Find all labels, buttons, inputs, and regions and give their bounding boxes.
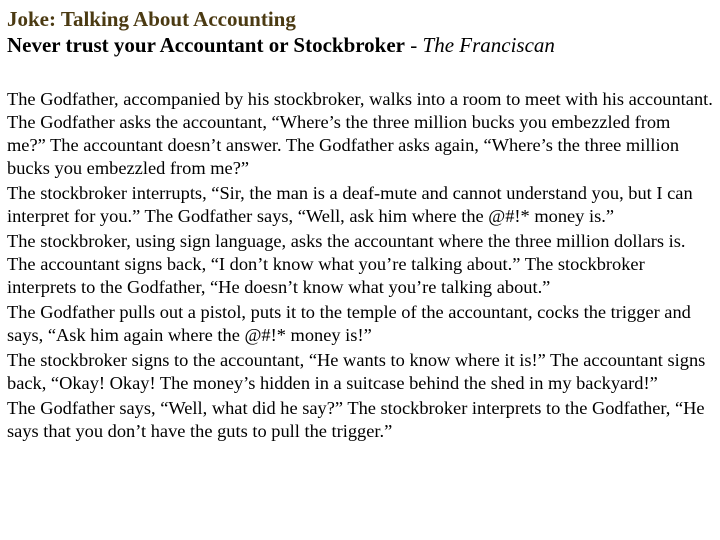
paragraph: The Godfather pulls out a pistol, puts it to the temple of the accountant, cocks the trigger and says, “Ask him again where the @#!* money is!”: [7, 302, 691, 345]
paragraph: The stockbroker signs to the accountant, “He wants to know where it is!” The accountant signs back, “Okay! Okay! The money’s hidden in a suitcase behind the shed in my backyard!”: [7, 350, 706, 393]
subtitle-separator: -: [405, 33, 423, 57]
page-title: Joke: Talking About Accounting: [7, 7, 296, 31]
subtitle-source: The Franciscan: [422, 33, 555, 57]
joke-body: [7, 88, 713, 443]
paragraph: The Godfather says, “Well, what did he say?” The stockbroker interprets to the Godfather, “He says that you don’t have the guts to pull the trigger.”: [7, 398, 705, 441]
page-subtitle: [7, 32, 713, 58]
document-page: [7, 6, 713, 445]
paragraph: The stockbroker, using sign language, asks the accountant where the three million dollars is. The accountant signs back, “I don’t know what you’re talking about.” The stockbroker interprets to the Godfather, “He doesn’t know what you’re talking about.”: [7, 231, 686, 297]
paragraph: The stockbroker interrupts, “Sir, the man is a deaf-mute and cannot understand you, but I can interpret for you.” The Godfather says, “Well, ask him where the @#!* money is.”: [7, 183, 693, 226]
paragraph: The Godfather, accompanied by his stockbroker, walks into a room to meet with his accountant. The Godfather asks the accountant, “Where’s the three million bucks you embezzled from me?” The accountant doesn’t answer. The Godfather asks again, “Where’s the three million bucks you embezzled from me?”: [7, 89, 713, 178]
subtitle-main: Never trust your Accountant or Stockbroker: [7, 33, 406, 57]
